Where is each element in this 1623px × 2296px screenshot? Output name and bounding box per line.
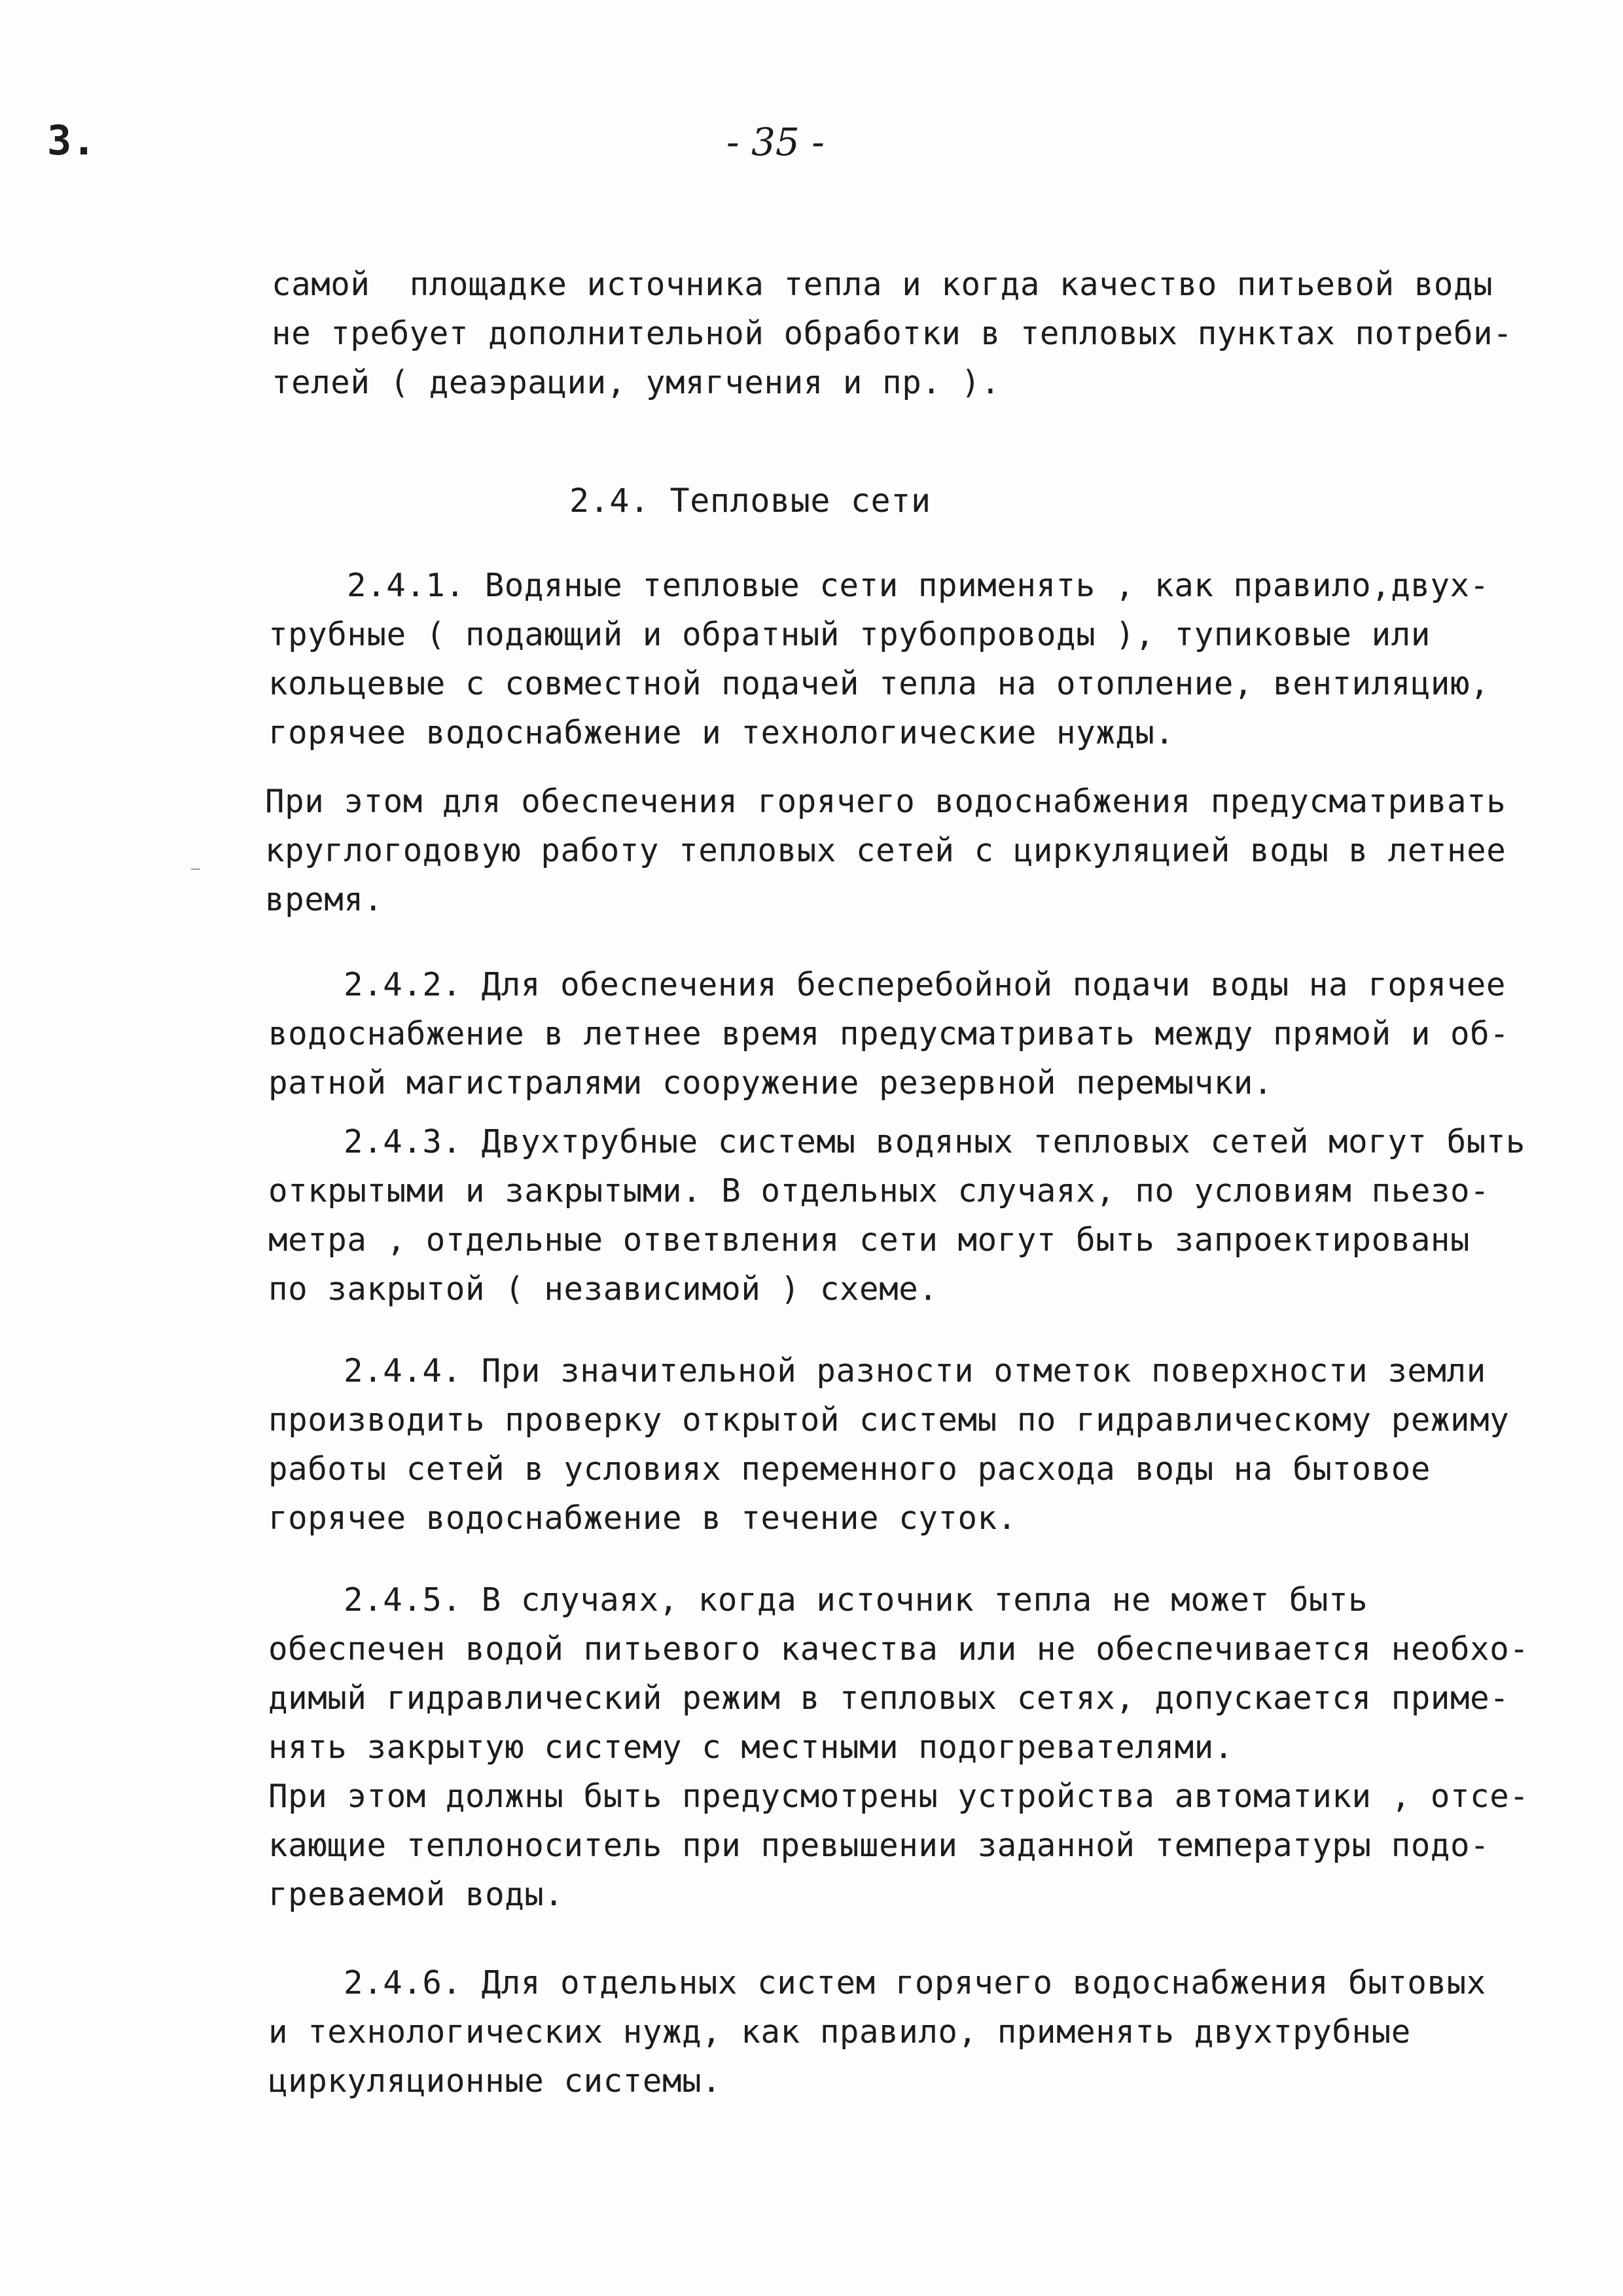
section-heading: 2.4. Тепловые сети — [569, 482, 931, 520]
paragraph-line: При этом должны быть предусмотрены устройства автоматики , отсе- — [268, 1778, 1529, 1815]
paragraph-line: водоснабжение в летнее время предусматривать между прямой и об- — [268, 1015, 1510, 1052]
paragraph-line: ратной магистралями сооружение резервной перемычки. — [268, 1064, 1274, 1102]
paragraph-line: обеспечен водой питьевого качества или не обеспечивается необхо- — [268, 1630, 1529, 1668]
paragraph-line: время. — [265, 881, 383, 918]
paragraph-line: горячее водоснабжение в течение суток. — [268, 1499, 1017, 1537]
paragraph-line: 2.4.2. Для обеспечения бесперебойной подачи воды на горячее — [344, 966, 1506, 1003]
paragraph-line: 2.4.4. При значительной разности отметок поверхности земли — [344, 1352, 1486, 1390]
intro-line: не требует дополнительной обработки в тепловых пунктах потреби- — [272, 315, 1513, 352]
margin-mark — [191, 869, 200, 870]
intro-line: телей ( деаэрации, умягчения и пр. ). — [272, 364, 1001, 401]
paragraph-line: по закрытой ( независимой ) схеме. — [268, 1270, 938, 1308]
paragraph-line: циркуляционные системы. — [268, 2062, 722, 2100]
intro-line: самой площадке источника тепла и когда качество питьевой воды — [272, 266, 1493, 303]
paragraph-line: При этом для обеспечения горячего водоснабжения предусматривать — [265, 783, 1507, 820]
paragraph-line: круглогодовую работу тепловых сетей с циркуляцией воды в летнее — [265, 832, 1507, 869]
corner-mark: 3. — [47, 117, 96, 164]
paragraph-line: 2.4.3. Двухтрубные системы водяных тепловых сетей могут быть — [344, 1123, 1526, 1160]
paragraph-line: димый гидравлический режим в тепловых сетях, допускается приме- — [268, 1679, 1510, 1717]
paragraph-line: горячее водоснабжение и технологические нужды. — [268, 714, 1175, 751]
page-number: - 35 - — [726, 120, 825, 164]
paragraph-line: и технологических нужд, как правило, применять двухтрубные — [268, 2013, 1411, 2051]
paragraph-line: метра , отдельные ответвления сети могут быть запроектированы — [268, 1221, 1471, 1259]
paragraph-line: кольцевые с совместной подачей тепла на отопление, вентиляцию, — [268, 665, 1490, 702]
paragraph-line: открытыми и закрытыми. В отдельных случаях, по условиям пьезо- — [268, 1172, 1490, 1210]
paragraph-line: производить проверку открытой системы по гидравлическому режиму — [268, 1401, 1510, 1439]
paragraph-line: трубные ( подающий и обратный трубопроводы ), тупиковые или — [268, 616, 1431, 653]
paragraph-line: работы сетей в условиях переменного расхода воды на бытовое — [268, 1450, 1431, 1488]
paragraph-line: греваемой воды. — [268, 1876, 564, 1913]
paragraph-line: нять закрытую систему с местными подогревателями. — [268, 1729, 1234, 1766]
paragraph-line: 2.4.6. Для отдельных систем горячего водоснабжения бытовых — [344, 1964, 1486, 2001]
paragraph-line: кающие теплоноситель при превышении заданной температуры подо- — [268, 1827, 1490, 1864]
paragraph-line: 2.4.1. Водяные тепловые сети применять , как правило,двух- — [347, 567, 1489, 604]
paragraph-line: 2.4.5. В случаях, когда источник тепла не может быть — [344, 1581, 1368, 1619]
